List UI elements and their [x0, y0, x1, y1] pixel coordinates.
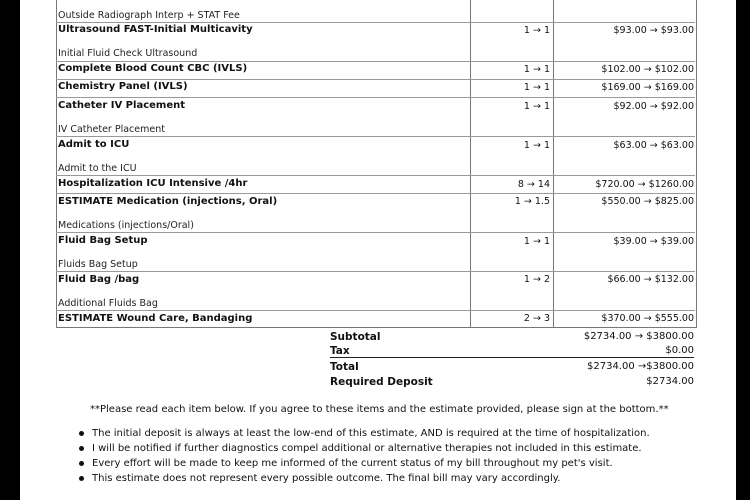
total-value: $2734.00 →$3800.00 — [587, 361, 694, 372]
row-divider — [56, 271, 695, 272]
item-qty: 1 → 1 — [523, 236, 550, 247]
item-qty: 1 → 1 — [523, 101, 550, 112]
total-label: Total — [330, 361, 359, 373]
list-item — [72, 426, 650, 441]
item-name: Catheter IV Placement — [58, 100, 186, 111]
item-price: $370.00 → $555.00 — [601, 313, 694, 324]
row-divider — [56, 232, 695, 233]
item-name: Hospitalization ICU Intensive /4hr — [58, 178, 248, 189]
item-qty: 1 → 1.5 — [514, 196, 550, 207]
item-qty: 1 → 1 — [523, 64, 550, 75]
bullet-icon — [79, 431, 84, 436]
item-note: Medications (injections/Oral) — [58, 220, 194, 231]
tax-value: $0.00 — [665, 345, 694, 356]
item-note: Outside Radiograph Interp + STAT Fee — [58, 10, 240, 21]
terms-list — [72, 426, 650, 486]
item-note: Fluids Bag Setup — [58, 259, 138, 270]
deposit-label: Required Deposit — [330, 376, 433, 388]
item-qty: 1 → 2 — [523, 274, 550, 285]
list-item — [72, 441, 650, 456]
item-price: $63.00 → $63.00 — [613, 140, 694, 151]
col-divider-qty — [470, 0, 471, 327]
item-name: ESTIMATE Medication (injections, Oral) — [58, 196, 278, 207]
item-qty: 1 → 1 — [523, 140, 550, 151]
item-name: Ultrasound FAST-Initial Multicavity — [58, 24, 253, 35]
row-divider — [56, 136, 695, 137]
bullet-icon — [79, 476, 84, 481]
term-text: This estimate does not represent every possible outcome. The final bill may vary accordingly. — [92, 473, 561, 484]
term-text: Every effort will be made to keep me informed of the current status of my bill throughout my pet's visit. — [92, 458, 613, 469]
item-price: $550.00 → $825.00 — [601, 196, 694, 207]
list-item — [72, 456, 650, 471]
item-name: Chemistry Panel (IVLS) — [58, 81, 188, 92]
scan-edge-left — [0, 0, 20, 500]
item-note: Initial Fluid Check Ultrasound — [58, 48, 198, 59]
item-qty: 8 → 14 — [517, 179, 550, 190]
item-price: $720.00 → $1260.00 — [595, 179, 694, 190]
term-text: The initial deposit is always at least the low-end of this estimate, AND is required at the time of hospitalization. — [92, 428, 650, 439]
item-price: $66.00 → $132.00 — [607, 274, 694, 285]
row-divider — [56, 22, 695, 23]
row-divider — [56, 310, 695, 311]
item-note: Additional Fluids Bag — [58, 298, 158, 309]
item-qty: 1 → 1 — [523, 25, 550, 36]
bullet-icon — [79, 461, 84, 466]
deposit-value: $2734.00 — [646, 376, 694, 387]
total-divider — [330, 357, 694, 358]
subtotal-label: Subtotal — [330, 331, 381, 343]
item-name: Complete Blood Count CBC (IVLS) — [58, 63, 248, 74]
item-name: ESTIMATE Wound Care, Bandaging — [58, 313, 253, 324]
row-divider — [56, 193, 695, 194]
item-note: Admit to the ICU — [58, 163, 137, 174]
tax-label: Tax — [330, 345, 350, 357]
item-name: Admit to ICU — [58, 139, 130, 150]
item-note: IV Catheter Placement — [58, 124, 165, 135]
item-price: $39.00 → $39.00 — [613, 236, 694, 247]
agreement-notice: **Please read each item below. If you agree to these items and the estimate provided, please sign at the bottom.** — [90, 404, 669, 415]
item-name: Fluid Bag Setup — [58, 235, 148, 246]
list-item — [72, 471, 650, 486]
item-qty: 2 → 3 — [523, 313, 550, 324]
item-name: Fluid Bag /bag — [58, 274, 140, 285]
subtotal-value: $2734.00 → $3800.00 — [583, 331, 694, 342]
item-price: $102.00 → $102.00 — [601, 64, 694, 75]
item-qty: 1 → 1 — [523, 82, 550, 93]
scan-edge-right — [736, 0, 750, 500]
term-text: I will be notified if further diagnostics compel additional or alternative therapies not included in this estimate. — [92, 443, 642, 454]
item-price: $169.00 → $169.00 — [601, 82, 694, 93]
item-price: $92.00 → $92.00 — [613, 101, 694, 112]
row-divider — [56, 79, 695, 80]
bullet-icon — [79, 446, 84, 451]
row-divider — [56, 61, 695, 62]
row-divider — [56, 97, 695, 98]
item-price: $93.00 → $93.00 — [613, 25, 694, 36]
row-divider — [56, 175, 695, 176]
